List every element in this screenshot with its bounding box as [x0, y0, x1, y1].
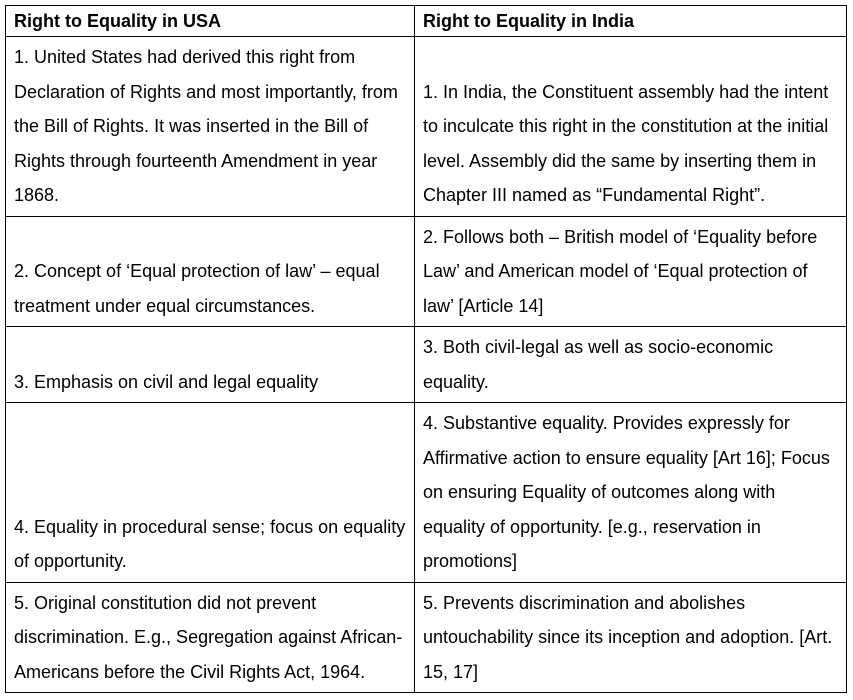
table-row	[6, 403, 847, 583]
header-row	[6, 6, 847, 37]
table-row	[6, 37, 847, 217]
table-row	[6, 582, 847, 693]
table-row	[6, 216, 847, 327]
cell-usa-5: 5. Original constitution did not prevent discrimination. E.g., Segregation against African-Americans before the Civil Rights Act, 1964.	[6, 582, 415, 693]
cell-usa-1: 1. United States had derived this right from Declaration of Rights and most importantly, from the Bill of Rights. It was inserted in the Bill of Rights through fourteenth Amendment in year 1868.	[6, 37, 415, 217]
cell-india-3: 3. Both civil-legal as well as socio-economic equality.	[415, 327, 847, 403]
cell-india-4: 4. Substantive equality. Provides expressly for Affirmative action to ensure equality [Art 16]; Focus on ensuring Equality of outcomes along with equality of opportunity. [e.g., reservation in promotions]	[415, 403, 847, 583]
cell-usa-4: 4. Equality in procedural sense; focus on equality of opportunity.	[6, 403, 415, 583]
header-usa: Right to Equality in USA	[6, 6, 415, 37]
cell-usa-3: 3. Emphasis on civil and legal equality	[6, 327, 415, 403]
comparison-table	[5, 5, 847, 693]
cell-usa-2: 2. Concept of ‘Equal protection of law’ – equal treatment under equal circumstances.	[6, 216, 415, 327]
cell-india-2: 2. Follows both – British model of ‘Equality before Law’ and American model of ‘Equal protection of law’ [Article 14]	[415, 216, 847, 327]
header-india: Right to Equality in India	[415, 6, 847, 37]
cell-india-5: 5. Prevents discrimination and abolishes untouchability since its inception and adoption. [Art. 15, 17]	[415, 582, 847, 693]
cell-india-1: 1. In India, the Constituent assembly had the intent to inculcate this right in the constitution at the initial level. Assembly did the same by inserting them in Chapter III named as “Fundamental Right”.	[415, 37, 847, 217]
table-row	[6, 327, 847, 403]
